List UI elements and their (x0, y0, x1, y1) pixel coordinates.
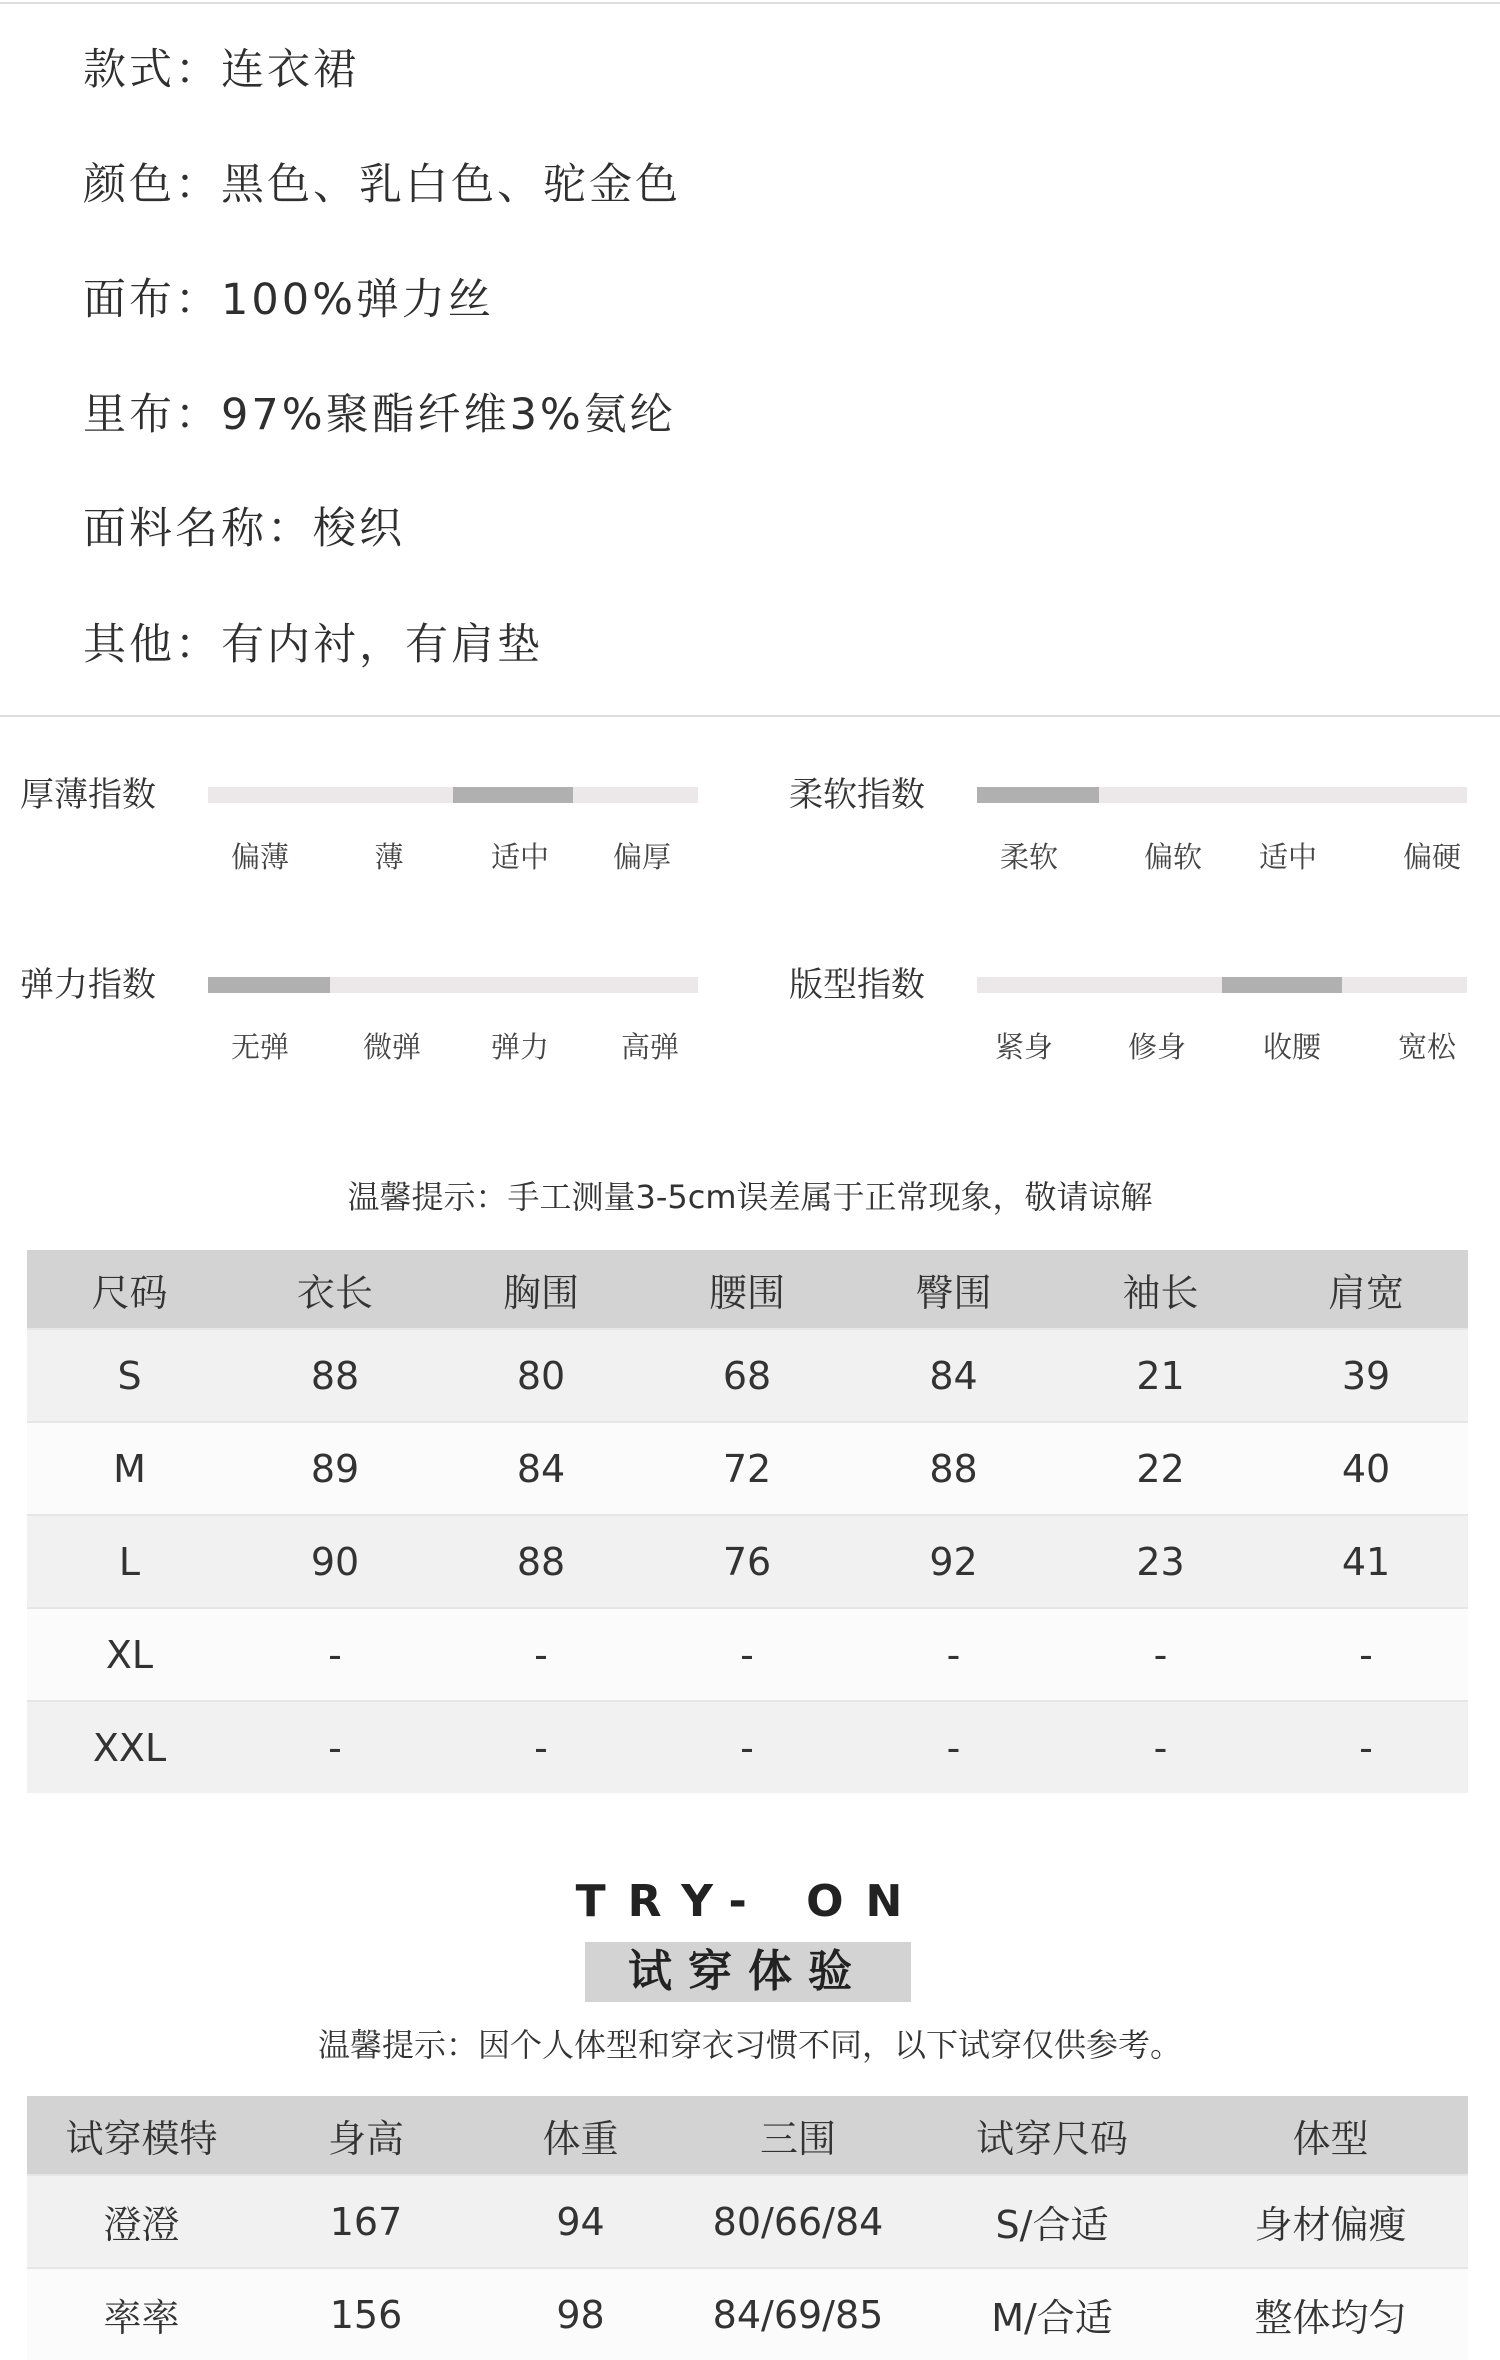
table-cell: 身材偏瘦 (1193, 2175, 1468, 2268)
index-bar (208, 977, 698, 993)
tryon-note: 温馨提示：因个人体型和穿衣习惯不同，以下试穿仅供参考。 (317, 2026, 1182, 2064)
table-row (27, 1515, 1468, 1608)
table-cell: 80/66/84 (685, 2175, 911, 2268)
table-cell: 21 (1057, 1329, 1264, 1422)
spec-lining: 里布：97%聚酯纤维3%氨纶 (83, 390, 676, 440)
column-header: 衣长 (232, 1250, 438, 1329)
table-cell: M (27, 1422, 232, 1515)
table-cell: - (232, 1608, 438, 1701)
table-cell: - (1057, 1608, 1264, 1701)
index-option: 修身 (1127, 1030, 1187, 1064)
index-option: 微弹 (362, 1030, 422, 1064)
index-bar (977, 977, 1467, 993)
index-option: 适中 (490, 840, 550, 874)
column-header: 袖长 (1057, 1250, 1264, 1329)
table-cell: 39 (1264, 1329, 1468, 1422)
table-cell: - (232, 1701, 438, 1793)
table-cell: XL (27, 1608, 232, 1701)
table-cell: 94 (476, 2175, 685, 2268)
tryon-subtitle: 试穿体验 (628, 1946, 868, 1997)
column-header: 身高 (256, 2096, 476, 2175)
spec-other: 其他：有内衬，有肩垫 (83, 620, 543, 670)
size-table (27, 1250, 1468, 1793)
column-header: 胸围 (438, 1250, 644, 1329)
table-cell: 84 (438, 1422, 644, 1515)
table-cell: 92 (850, 1515, 1057, 1608)
table-cell: - (438, 1608, 644, 1701)
spec-style: 款式：连衣裙 (83, 45, 359, 95)
index-label: 柔软指数 (789, 775, 925, 815)
table-cell: 23 (1057, 1515, 1264, 1608)
table-row (27, 1422, 1468, 1515)
table-cell: 156 (256, 2268, 476, 2360)
table-cell: 84/69/85 (685, 2268, 911, 2360)
table-cell: 88 (438, 1515, 644, 1608)
table-cell: 整体均匀 (1193, 2268, 1468, 2360)
index-option: 偏薄 (230, 840, 290, 874)
index-label: 弹力指数 (20, 965, 156, 1005)
table-row (27, 2175, 1468, 2268)
table-cell: 68 (644, 1329, 850, 1422)
table-cell: 41 (1264, 1515, 1468, 1608)
table-cell: - (1057, 1701, 1264, 1793)
table-header-row (27, 2096, 1468, 2175)
table-row (27, 1608, 1468, 1701)
table-cell: 88 (850, 1422, 1057, 1515)
table-cell: S (27, 1329, 232, 1422)
table-cell: 澄澄 (27, 2175, 256, 2268)
table-cell: - (1264, 1608, 1468, 1701)
index-option: 柔软 (999, 840, 1059, 874)
index-bar (977, 787, 1467, 803)
index-bar-fill (1222, 977, 1342, 993)
table-cell: 80 (438, 1329, 644, 1422)
column-header: 三围 (685, 2096, 911, 2175)
index-option: 偏厚 (612, 840, 672, 874)
spec-color: 颜色：黑色、乳白色、驼金色 (83, 160, 681, 210)
table-cell: 90 (232, 1515, 438, 1608)
index-option: 弹力 (490, 1030, 550, 1064)
table-cell: 40 (1264, 1422, 1468, 1515)
table-header-row (27, 1250, 1468, 1329)
index-bar-fill (977, 787, 1099, 803)
table-cell: 84 (850, 1329, 1057, 1422)
table-cell: - (644, 1608, 850, 1701)
table-cell: 167 (256, 2175, 476, 2268)
column-header: 尺码 (27, 1250, 232, 1329)
index-bar (208, 787, 698, 803)
table-cell: 98 (476, 2268, 685, 2360)
column-header: 体重 (476, 2096, 685, 2175)
tryon-table (27, 2096, 1468, 2360)
spec-divider (0, 715, 1500, 717)
index-option: 偏硬 (1402, 840, 1462, 874)
index-option: 紧身 (994, 1030, 1054, 1064)
size-note: 温馨提示：手工测量3-5cm误差属于正常现象，敬请谅解 (347, 1178, 1153, 1216)
table-cell: - (644, 1701, 850, 1793)
index-option: 适中 (1258, 840, 1318, 874)
table-cell: 72 (644, 1422, 850, 1515)
index-label: 厚薄指数 (20, 775, 156, 815)
table-cell: - (1264, 1701, 1468, 1793)
table-cell: M/合适 (911, 2268, 1193, 2360)
table-cell: - (850, 1608, 1057, 1701)
table-cell: L (27, 1515, 232, 1608)
table-cell: 22 (1057, 1422, 1264, 1515)
table-cell: 88 (232, 1329, 438, 1422)
table-cell: 率率 (27, 2268, 256, 2360)
index-bar-fill (453, 787, 573, 803)
index-label: 版型指数 (789, 965, 925, 1005)
table-cell: - (438, 1701, 644, 1793)
index-option: 高弹 (620, 1030, 680, 1064)
column-header: 腰围 (644, 1250, 850, 1329)
top-divider (0, 2, 1500, 4)
table-row (27, 1329, 1468, 1422)
table-cell: - (850, 1701, 1057, 1793)
table-cell: 89 (232, 1422, 438, 1515)
column-header: 肩宽 (1264, 1250, 1468, 1329)
column-header: 试穿模特 (27, 2096, 256, 2175)
table-row (27, 2268, 1468, 2360)
spec-fabric-name: 面料名称：梭织 (83, 504, 405, 554)
index-bar-fill (208, 977, 330, 993)
spec-outer-fabric: 面布：100%弹力丝 (83, 275, 494, 325)
table-cell: S/合适 (911, 2175, 1193, 2268)
index-option: 收腰 (1262, 1030, 1322, 1064)
index-option: 偏软 (1143, 840, 1203, 874)
index-option: 无弹 (230, 1030, 290, 1064)
table-cell: 76 (644, 1515, 850, 1608)
index-option: 薄 (374, 840, 404, 874)
table-row (27, 1701, 1468, 1793)
column-header: 臀围 (850, 1250, 1057, 1329)
column-header: 试穿尺码 (911, 2096, 1193, 2175)
index-option: 宽松 (1397, 1030, 1457, 1064)
tryon-title: TRY- ON (575, 1876, 925, 1927)
column-header: 体型 (1193, 2096, 1468, 2175)
table-cell: XXL (27, 1701, 232, 1793)
